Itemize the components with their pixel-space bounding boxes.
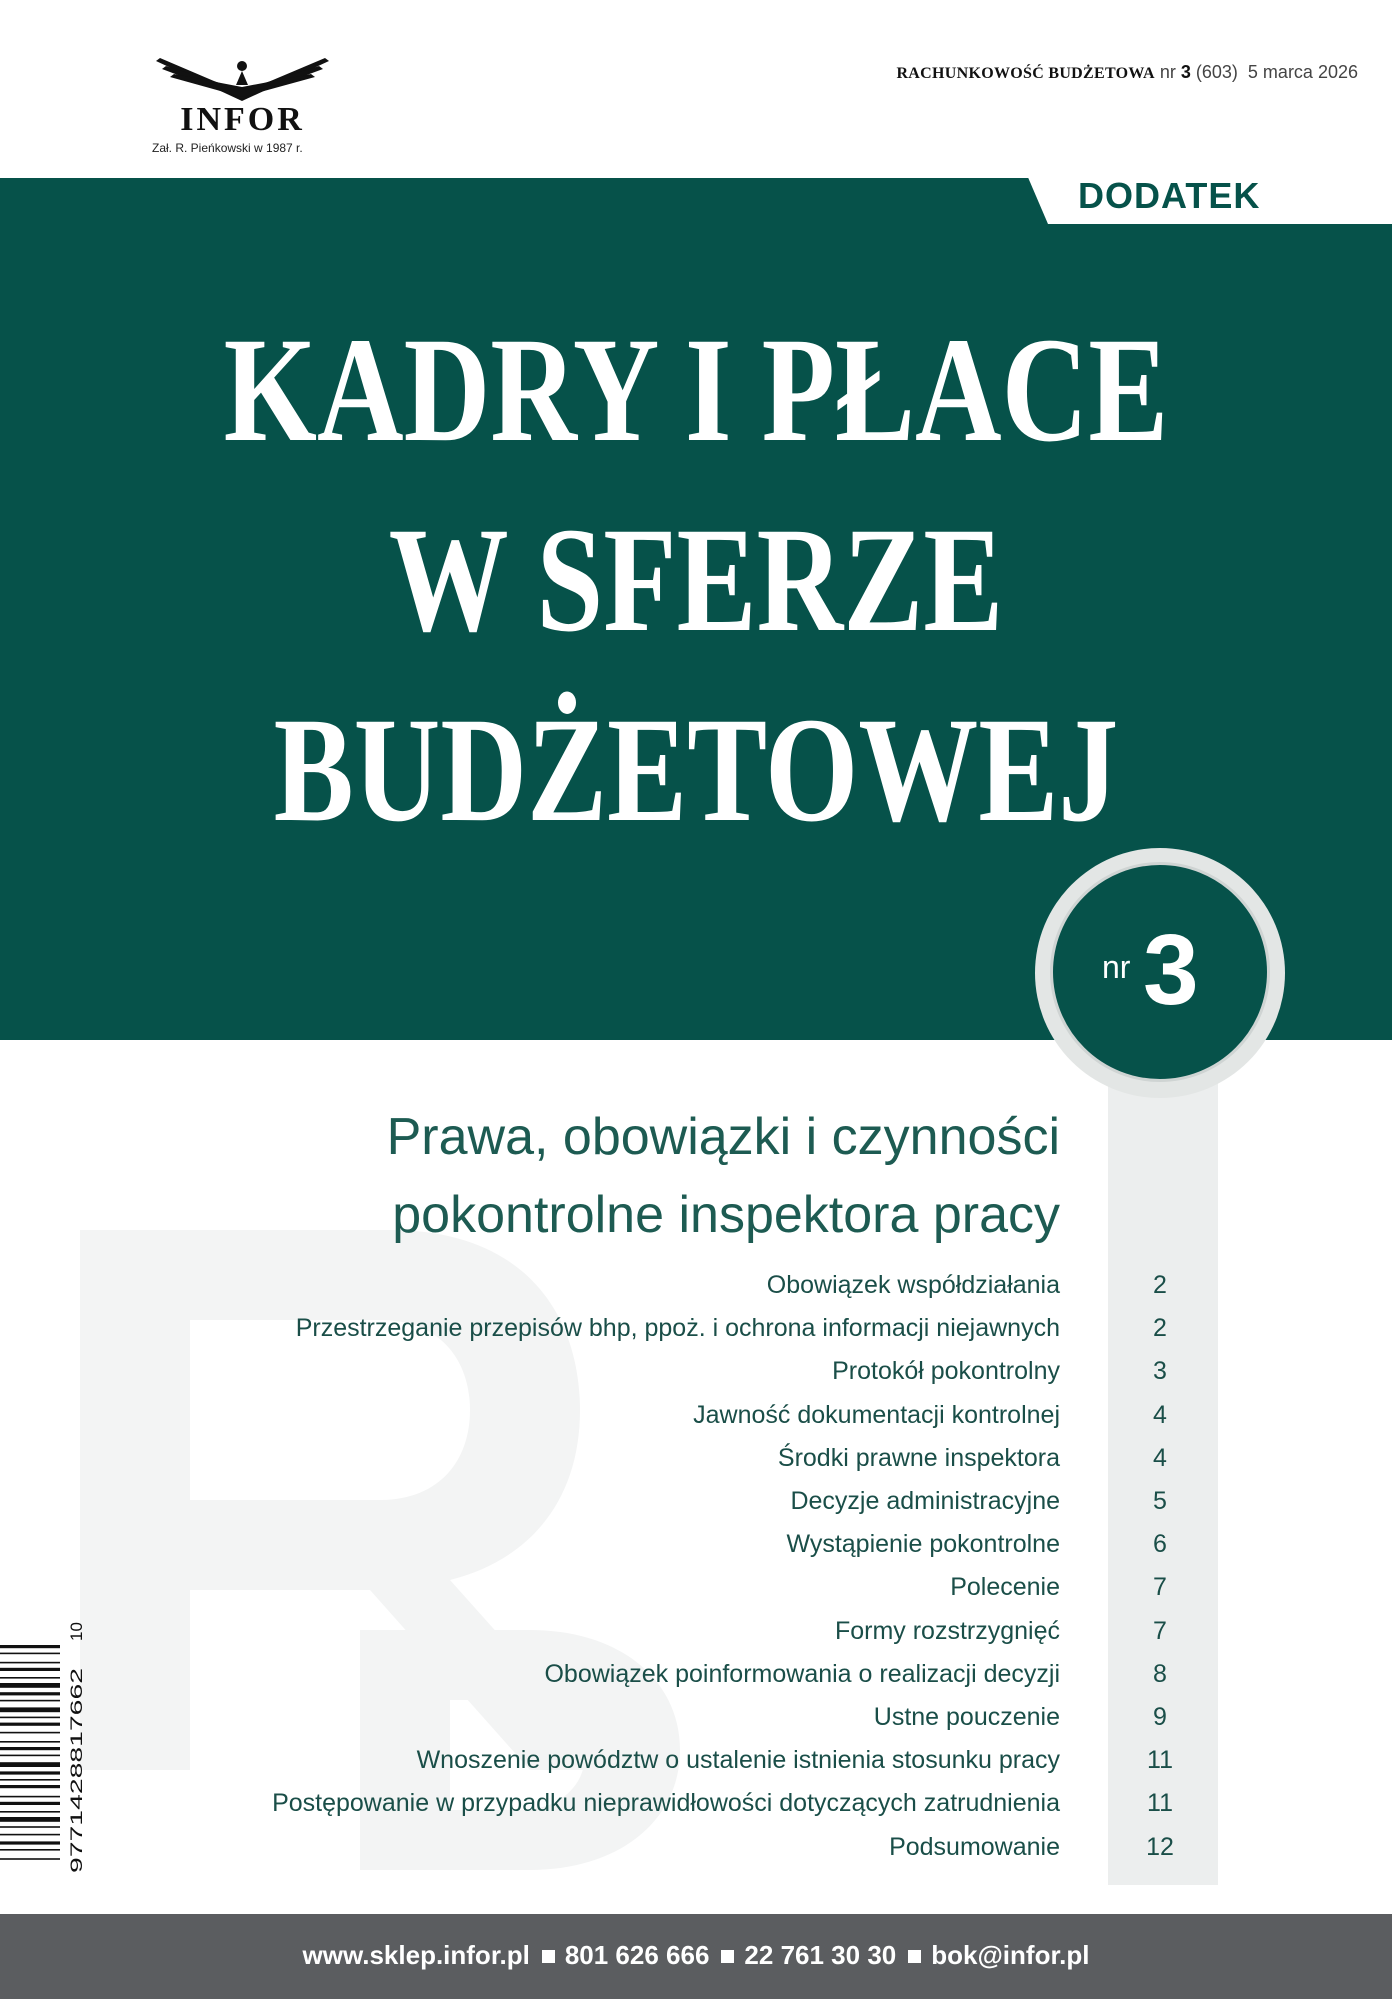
- toc-item-page: 9: [1153, 1703, 1167, 1731]
- footer-email-link[interactable]: bok@infor.pl: [931, 1940, 1090, 1970]
- toc-item-title: Ustne pouczenie: [873, 1703, 1060, 1731]
- toc-item[interactable]: [0, 1394, 1392, 1437]
- main-title-line-3: BUDŻETOWEJ: [273, 687, 1119, 853]
- toc-item-title: Przestrzeganie przepisów bhp, ppoż. i ochrona informacji niejawnych: [295, 1314, 1060, 1343]
- toc-item-page: 3: [1153, 1357, 1167, 1386]
- toc-item[interactable]: [0, 1696, 1392, 1739]
- issue-number: 3: [1180, 62, 1191, 82]
- supplement-label: DODATEK: [1078, 175, 1261, 216]
- barcode-digits: 9771428817662: [67, 1750, 86, 1873]
- infor-logo: [150, 55, 340, 155]
- issue-prefix: nr: [1159, 62, 1176, 82]
- toc-item[interactable]: [0, 1523, 1392, 1566]
- toc-item-title: Podsumowanie: [889, 1832, 1060, 1861]
- toc-item-title: Wnoszenie powództw o ustalenie istnienia stosunku pracy: [416, 1746, 1060, 1775]
- toc-item-title: Obowiązek współdziałania: [766, 1271, 1060, 1299]
- logo-tagline: Zał. R. Pieńkowski w 1987 r.: [152, 141, 303, 155]
- toc-item-page: 11: [1147, 1789, 1173, 1818]
- toc-item-page: 2: [1153, 1271, 1167, 1299]
- toc-item-page: 5: [1153, 1487, 1167, 1515]
- barcode-icon: [0, 1605, 86, 1875]
- issue-badge-number: 3: [1143, 914, 1199, 1026]
- issue-badge-prefix: nr: [1102, 949, 1131, 985]
- main-title-line-1: KADRY I PŁACE: [223, 307, 1169, 473]
- toc-item-page: 6: [1153, 1530, 1167, 1559]
- toc-item-page: 11: [1147, 1746, 1173, 1775]
- toc-item-title: Obowiązek poinformowania o realizacji decyzji: [544, 1659, 1060, 1688]
- toc-item-page: 4: [1153, 1443, 1167, 1472]
- main-title-line-2: W SFERZE: [388, 497, 1004, 663]
- toc-item[interactable]: [0, 1264, 1392, 1307]
- toc-item-title: Protokół pokontrolny: [832, 1357, 1060, 1386]
- toc-item-title: Wystąpienie pokontrolne: [786, 1530, 1060, 1559]
- wings-logo-icon: [150, 55, 335, 103]
- toc-item-title: Decyzje administracyjne: [790, 1487, 1060, 1515]
- main-title: [139, 295, 1253, 865]
- subtitle: [387, 1098, 1060, 1254]
- toc-item-title: Środki prawne inspektora: [777, 1443, 1060, 1472]
- toc-item-page: 8: [1153, 1659, 1167, 1688]
- toc-item[interactable]: [0, 1307, 1392, 1350]
- issue-date: 5 marca 2026: [1247, 62, 1358, 82]
- logo-name: INFOR: [180, 101, 305, 138]
- separator-square-icon: [908, 1950, 921, 1963]
- barcode-addon: 10: [67, 1622, 86, 1641]
- separator-square-icon: [721, 1950, 734, 1963]
- toc-item-page: 12: [1146, 1832, 1174, 1861]
- subtitle-line-2: pokontrolne inspektora pracy: [392, 1186, 1060, 1244]
- toc-item-page: 4: [1153, 1400, 1167, 1429]
- toc-item-title: Polecenie: [950, 1573, 1060, 1602]
- toc-item[interactable]: [0, 1437, 1392, 1480]
- toc-item-page: 2: [1153, 1314, 1167, 1343]
- separator-square-icon: [542, 1950, 555, 1963]
- footer-contact: [0, 1935, 1392, 1975]
- toc-item-title: Postępowanie w przypadku nieprawidłowości dotyczących zatrudnienia: [272, 1789, 1060, 1818]
- publication-name: RACHUNKOWOŚĆ BUDŻETOWA: [896, 65, 1155, 82]
- toc-item[interactable]: [0, 1782, 1392, 1825]
- toc-item[interactable]: [0, 1826, 1392, 1869]
- toc-item-title: Jawność dokumentacji kontrolnej: [693, 1400, 1060, 1429]
- footer-phone-2: 22 761 30 30: [744, 1940, 897, 1970]
- issue-line: [896, 60, 1358, 86]
- footer-website-link[interactable]: www.sklep.infor.pl: [302, 1940, 530, 1970]
- issue-total: (603): [1195, 62, 1238, 82]
- footer-phone-1: 801 626 666: [564, 1940, 710, 1970]
- toc-item-page: 7: [1153, 1573, 1167, 1602]
- toc-item[interactable]: [0, 1480, 1392, 1523]
- toc-item-title: Formy rozstrzygnięć: [834, 1616, 1060, 1645]
- toc-item-page: 7: [1153, 1616, 1167, 1645]
- subtitle-line-1: Prawa, obowiązki i czynności: [386, 1108, 1060, 1166]
- toc-item[interactable]: [0, 1653, 1392, 1696]
- toc-item[interactable]: [0, 1566, 1392, 1609]
- toc-item[interactable]: [0, 1350, 1392, 1393]
- toc-item[interactable]: [0, 1610, 1392, 1653]
- toc-item[interactable]: [0, 1739, 1392, 1782]
